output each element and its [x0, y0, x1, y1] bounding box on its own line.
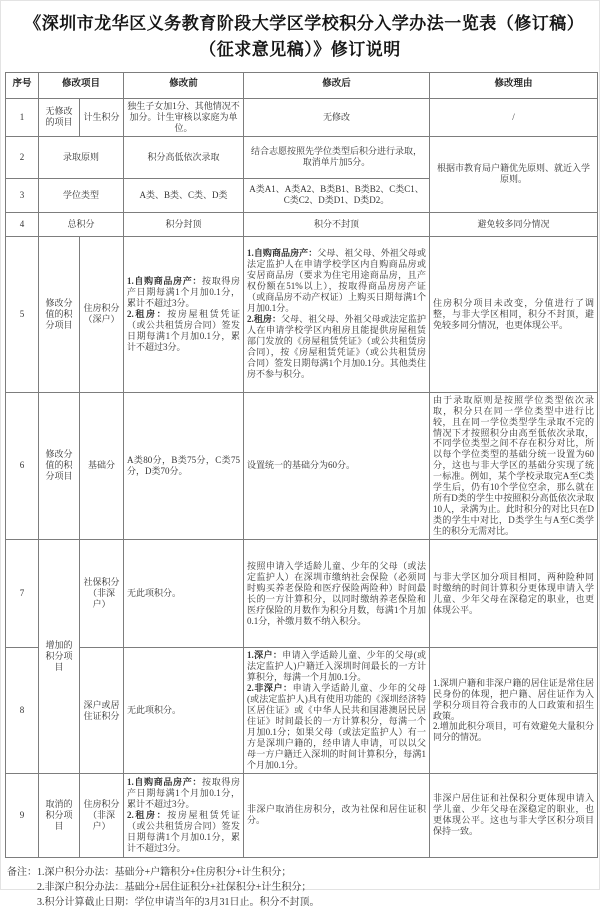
row7-before: 无此项积分。 — [124, 540, 244, 648]
row1-reason: / — [430, 98, 598, 136]
row5-before-item-2 — [127, 309, 240, 353]
row9-before-item-2-label: 2.租房： — [127, 809, 168, 820]
col-header-item: 修改项目 — [39, 72, 124, 98]
col-header-before: 修改前 — [124, 72, 244, 98]
row9-after: 非深户取消住房积分，改为社保和居住证积分。 — [244, 773, 430, 857]
row4-reason: 避免较多同分情况 — [430, 212, 598, 236]
document-title: 《深圳市龙华区义务教育阶段大学区学校积分入学办法一览表（修订稿）（征求意见稿）》修订说明 — [24, 14, 576, 60]
row4-item: 总积分 — [39, 212, 124, 236]
row8-after-item-1-text: 申请入学适龄儿童、少年的父母(或法定监护人)户籍迁入深圳时间最长的一方计算积分，每满一个月加0.1分。 — [247, 650, 427, 683]
row5-before — [124, 236, 244, 392]
row5-before-item-2-text: 按房屋租赁凭证（或公共租赁房合同）签发日期每满1个月加0.1分，累计不超过3分。 — [127, 308, 241, 352]
row5-before-item-1-text: 按取得房产日期每满1个月加0.1分，累计不超过3分。 — [127, 275, 241, 308]
table-row-7 — [6, 540, 598, 648]
table-row-6 — [6, 392, 598, 540]
revision-table — [5, 72, 598, 858]
row6-item: 修改分值的积分项目 — [39, 392, 80, 540]
row1-seq: 1 — [6, 98, 39, 136]
row3-after: A类A1、A类A2、B类B1、B类B2、C类C1、C类C2、D类D1、D类D2。 — [244, 178, 430, 212]
row9-before — [124, 773, 244, 857]
row3-before: A类、B类、C类、D类 — [124, 178, 244, 212]
footnote-1: 1.深户积分办法：基础分+户籍积分+住房积分+计生积分； — [37, 866, 292, 878]
row7-8-item: 增加的积分项目 — [39, 540, 80, 774]
row2-seq: 2 — [6, 136, 39, 178]
row6-subitem: 基础分 — [80, 392, 124, 540]
row8-after-item-2-text: 申请入学适龄儿童、少年的父母(或法定监护人)具有使用功能的《深圳经济特区居住证》或《中华人民共和国港澳居民居住证》时间最长的一方计算积分，每满一个月加0.1分；如果父母（或法定监护人）有一方是深圳户籍的，经申请人申请，可以以父母一方户籍迁入深圳的时间计算积分，每满1个月加0.1分。 — [247, 683, 427, 770]
col-header-reason: 修改理由 — [430, 72, 598, 98]
table-header-row — [6, 72, 598, 98]
row8-subitem: 深户或居住证积分 — [80, 648, 124, 774]
row7-after: 按照申请入学适龄儿童、少年的父母（或法定监护人）在深圳市缴纳社会保险（必须同时购买养老保险和医疗保险两险种）时间最长的一方计算积分，以同时缴纳养老保险和医疗保险的月数作为积分月数，每满1个月加0.1分，补缴月数不纳入积分。 — [244, 540, 430, 648]
row8-seq: 8 — [6, 648, 39, 774]
row4-seq: 4 — [6, 212, 39, 236]
row5-before-item-1-label: 1.自购商品房产： — [127, 275, 203, 286]
row2-3-reason: 根据市教育局户籍优先原则、就近入学原则。 — [430, 136, 598, 212]
row4-before: 积分封顶 — [124, 212, 244, 236]
row8-reason-item-2: 2.增加此积分项目，可有效避免大量积分同分的情况。 — [433, 721, 595, 743]
footnote-3: 3.积分计算截止日期：学位申请当年的3月31日止。积分不封顶。 — [37, 896, 320, 908]
row5-subitem: 住房积分（深户） — [80, 236, 124, 392]
table-row-8 — [6, 648, 598, 774]
row6-seq: 6 — [6, 392, 39, 540]
row5-after-item-1-label: 1.自购商品房产： — [247, 248, 318, 259]
row9-before-item-1 — [127, 777, 240, 810]
footnotes-label: 备注： — [7, 866, 37, 878]
col-header-after: 修改后 — [244, 72, 430, 98]
row2-before: 积分高低依次录取 — [124, 136, 244, 178]
row5-after-item-2-label: 2.租房： — [247, 314, 282, 325]
row8-before: 无此项积分。 — [124, 648, 244, 774]
col-header-seq: 序号 — [6, 72, 39, 98]
row9-before-item-1-label: 1.自购商品房产： — [127, 776, 203, 787]
row8-after-item-2-label: 2.非深户： — [247, 683, 293, 694]
row5-item: 修改分值的积分项目 — [39, 236, 80, 392]
row5-after-item-2-text: 父母、祖父母、外祖父母或法定监护人在申请学校学区内租房且能提供房屋租赁部门发放的《房屋租赁凭证》（或公共租赁房合同），按《房屋租赁凭证》（或公共租赁房合同）签发日期每满1个月加0.1分。其他类住房不参与积分。 — [247, 314, 427, 379]
row6-before: A类80分，B类75分，C类75分，D类70分。 — [124, 392, 244, 540]
row9-reason: 非深户居住证和社保积分更体现申请入学儿童、少年父母在深稳定的职业，也更体现公平。这也与非大学区积分项目保持一致。 — [430, 773, 598, 857]
table-row-1 — [6, 98, 598, 136]
row8-after — [244, 648, 430, 774]
footnotes-lines — [37, 865, 320, 910]
row4-after: 积分不封顶 — [244, 212, 430, 236]
row8-after-item-2 — [247, 683, 426, 771]
row9-subitem: 住房积分（非深户） — [80, 773, 124, 857]
row5-after-item-1-text: 父母、祖父母、外祖父母或法定监护人在申请学校学区内自购商品房或安居商品房（要求为住宅用途商品房，且产权份额在51%以上），按取得商品房房产证（或商品房不动产权证）上购买日期每满1个月加0.1分。 — [247, 248, 427, 314]
row5-before-item-2-label: 2.租房： — [127, 308, 168, 319]
row7-seq: 7 — [6, 540, 39, 648]
row1-item: 无修改的项目 — [39, 98, 80, 136]
table-row-2 — [6, 136, 598, 178]
row9-before-item-2 — [127, 810, 240, 854]
footnotes — [5, 865, 597, 910]
table-row-5 — [6, 236, 598, 392]
row2-item: 录取原则 — [39, 136, 124, 178]
row9-item: 取消的积分项目 — [39, 773, 80, 857]
row8-reason-item-1: 1.深圳户籍和非深户籍的居住证是常住居民身份的体现，把户籍、居住证作为入学积分项目符合我市的人口政策和招生政策。 — [433, 677, 595, 721]
row8-after-item-1-label: 1.深户： — [247, 650, 283, 661]
table-row-9 — [6, 773, 598, 857]
row6-after: 设置统一的基础分为60分。 — [244, 392, 430, 540]
row9-seq: 9 — [6, 773, 39, 857]
row5-after — [244, 236, 430, 392]
footnote-2: 2.非深户积分办法：基础分+居住证积分+社保积分+计生积分； — [37, 881, 312, 893]
row1-subitem: 计生积分 — [80, 98, 124, 136]
row3-item: 学位类型 — [39, 178, 124, 212]
row3-seq: 3 — [6, 178, 39, 212]
row2-after: 结合志愿按照先学位类型后积分进行录取，取消单片加5分。 — [244, 136, 430, 178]
row5-seq: 5 — [6, 236, 39, 392]
row6-reason: 由于录取原则是按照学位类型依次录取，积分只在同一学位类型中进行比较，且在同一学位类型学生录取不完的情况下才按照积分由高至低依次录取，不同学位类型之间不存在积分对比，所以每个学位类型的基础分统一设置为60分，这也与非大学区的基础分实现了统一标准。例如，某个学校录取完A至C类学生后，仍有10个学位空余，那么就在所有D类的学生中按照积分高低依次录取10人，录满为止。此时积分的对比只在D类的学生中对比，D类学生与A至C类学生的积分无需对比。 — [430, 392, 598, 540]
row1-before: 独生子女加1分、其他情况不加分。计生审核以家庭为单位。 — [124, 98, 244, 136]
row5-after-item-1 — [247, 248, 426, 314]
row8-after-item-1 — [247, 650, 426, 683]
row1-after: 无修改 — [244, 98, 430, 136]
row9-before-item-1-text: 按取得房产日期每满1个月加0.1分，累计不超过3分。 — [127, 776, 241, 809]
row8-reason — [430, 648, 598, 774]
row7-subitem: 社保积分（非深户） — [80, 540, 124, 648]
row5-after-item-2 — [247, 314, 426, 380]
row5-reason: 住房积分项目未改变，分值进行了调整，与非大学区相同，积分不封顶，避免较多同分情况，也更体现公平。 — [430, 236, 598, 392]
row9-before-item-2-text: 按房屋租赁凭证（或公共租赁房合同）签发日期每满1个月加0.1分，累计不超过3分。 — [127, 809, 241, 853]
row5-before-item-1 — [127, 276, 240, 309]
table-row-4 — [6, 212, 598, 236]
row7-reason: 与非大学区加分项目相同，两种险种同时缴纳的时间计算积分更体现申请入学儿童、少年父母在深稳定的职业，也更体现公平。 — [430, 540, 598, 648]
